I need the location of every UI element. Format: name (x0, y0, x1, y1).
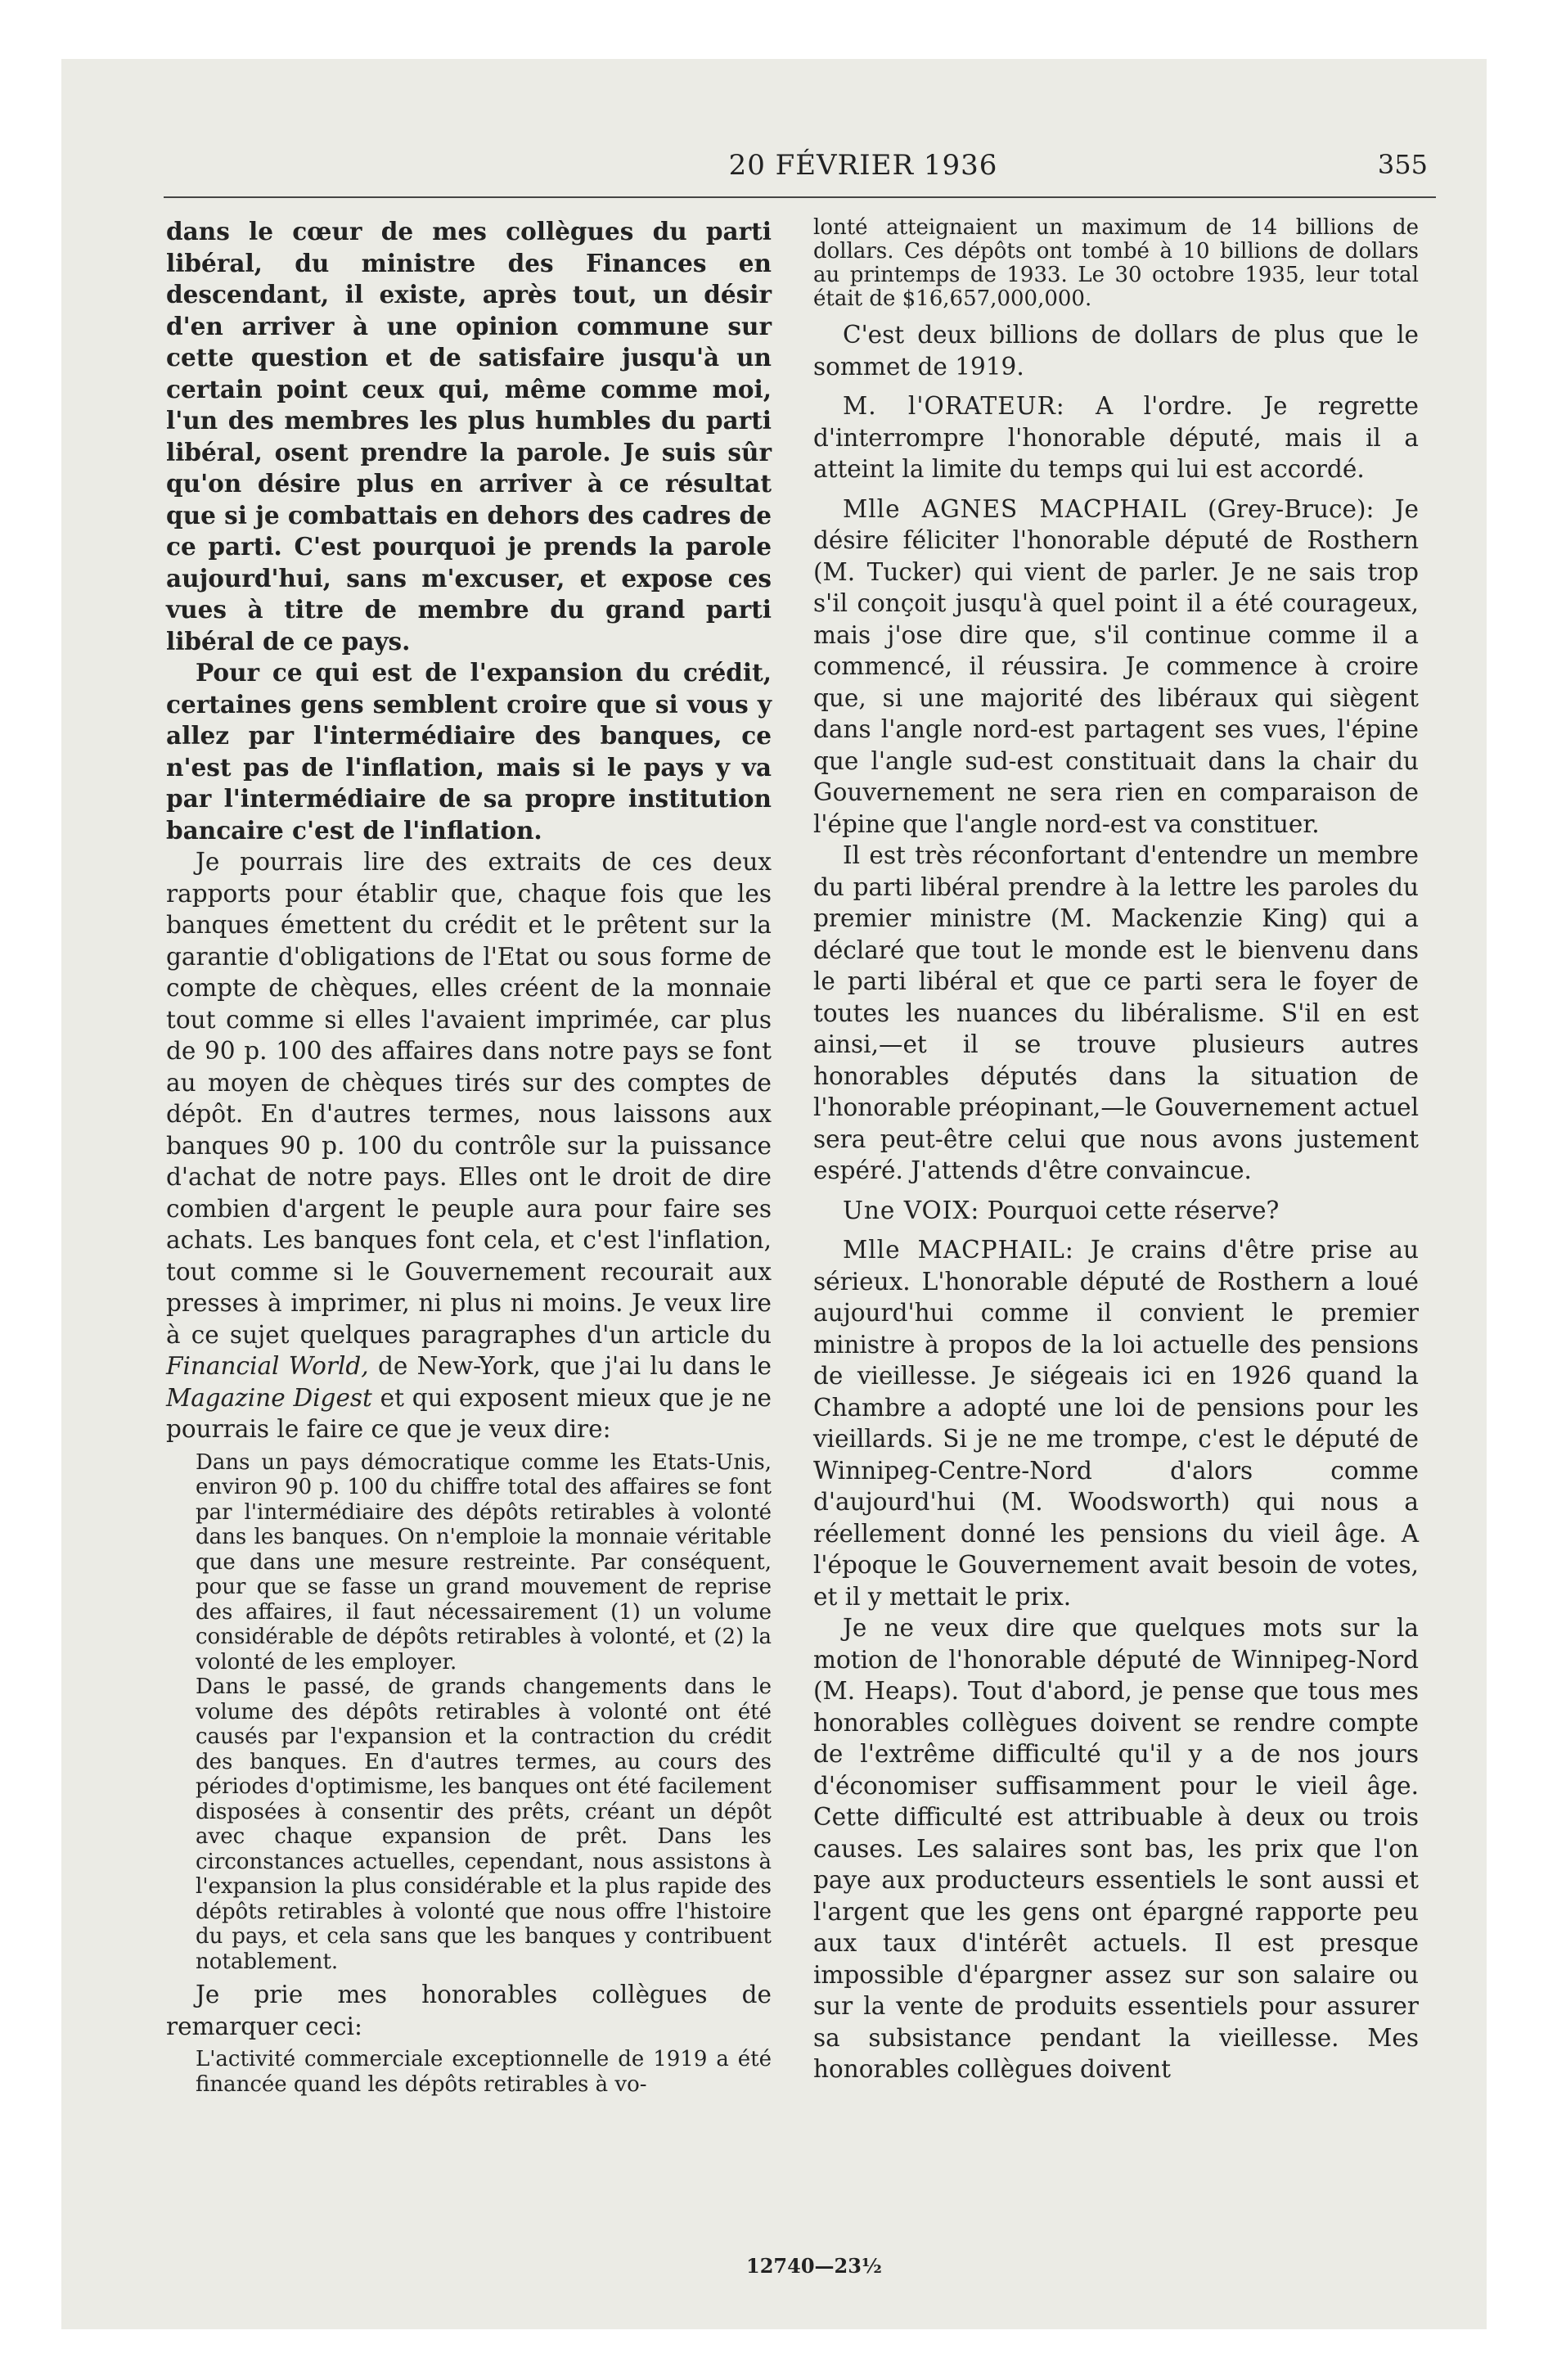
quote-paragraph: Dans le passé, de grands changements dans le volume des dépôts retirables à volonté ont été causés par l'expansion et la contraction du crédit des banques. En d'autres termes, au cours des périodes d'optimisme, les banques ont été facilement disposées à consentir des prêts, créant un dépôt avec chaque expansion de prêt. Dans les circonstances actuelles, cependant, nous assistons à l'expansion la plus considérable et la plus rapide des dépôts retirables à volonté que nous offre l'histoire du pays, et cela sans que les banques y contribuent notablement. (196, 1675, 772, 1974)
speech (813, 1195, 1419, 1227)
speaker-name: Mlle AGNES MACPHAIL (843, 494, 1187, 523)
speech (813, 1234, 1419, 1612)
paragraph: Je ne veux dire que quelques mots sur la motion de l'honorable député de Winnipeg-Nord (M. Heaps). Tout d'abord, je pense que tous mes honorables collègues doivent se rendre compte de l'extrême difficulté qu'il y a de nos jours d'économiser suffisamment pour le vieil âge. Cette difficulté est attribuable à deux ou trois causes. Les salaires sont bas, les prix que l'on paye aux producteurs essentiels le sont aussi et l'argent que les gens ont épargné rapporte peu aux taux d'intérêt actuels. Il est presque impossible d'épargner assez sur son salaire ou sur la vente de produits essentiels pour assurer sa subsistance pendant la vieillesse. Mes honorables collègues doivent (813, 1614, 1419, 2083)
paragraph-text: Je pourrais lire des extraits de ces deux rapports pour établir que, chaque fois que les banques émettent du crédit et le prêtent sur la garantie d'obligations de l'Etat ou sous forme de compte de chèques, elles créent de la monnaie tout comme si elles l'avaient imprimée, car plus de 90 p. 100 des affaires dans notre pays se font au moyen de chèques tirés sur des comptes de dépôt. En d'autres termes, nous laissons aux banques 90 p. 100 du contrôle sur la puissance d'achat de notre pays. Elles ont le droit de dire combien d'argent le peuple aura pour faire ses achats. Les banques font cela, et c'est l'inflation, tout comme si le Gouvernement recourait aux presses à imprimer, ni plus ni moins. Je veux lire à ce sujet quelques paragraphes d'un article du (166, 848, 772, 1349)
speech-text: Pourquoi cette réserve? (979, 1196, 1280, 1224)
right-column (813, 216, 1419, 2085)
speech (813, 390, 1419, 485)
paragraph (166, 846, 772, 1445)
paragraph-text: et qui exposent mieux que je ne pourrais le faire ce que je veux dire: (166, 1383, 772, 1443)
publication-title: Financial World, (166, 1352, 369, 1380)
quote-paragraph: L'activité commerciale exceptionnelle de 1919 a été financée quand les dépôts retirables à vo- (196, 2047, 772, 2097)
paragraph-text: de New-York, que j'ai lu dans le (368, 1352, 772, 1380)
paragraph: C'est deux billions de dollars de plus que le sommet de 1919. (813, 321, 1419, 381)
publication-title: Magazine Digest (166, 1383, 372, 1412)
speech-text: Je crains d'être prise au sérieux. L'honorable député de Rosthern a loué aujourd'hui comme il convient le premier ministre à propos de la loi actuelle des pensions de vieillesse. Je siégeais ici en 1926 quand la Chambre a adopté une loi de pensions pour les vieillards. Si je ne me trompe, c'est le député de Winnipeg-Centre-Nord d'alors comme d'aujourd'hui (M. Woodsworth) qui nous a réellement donné les pensions du vieil âge. A l'époque le Gouvernement avait besoin de votes, et il y mettait le prix. (813, 1236, 1419, 1611)
block-quote (196, 2047, 772, 2097)
speaker-name: Une VOIX: (843, 1196, 980, 1224)
speech-text: (Grey-Bruce): Je désire féliciter l'honorable député de Rosthern (M. Tucker) qui vient de parler. Je ne sais trop s'il conçoit jusqu'à quel point il a été courageux, mais j'ose dire que, s'il continue comme il a commencé, il réussira. Je commence à croire que, si une majorité des libéraux qui siègent dans l'angle nord-est partagent ses vues, l'épine que l'angle sud-est constituait dans la chair du Gouvernement ne sera rien en comparaison de l'épine que l'angle nord-est va constituer. (813, 494, 1419, 838)
paragraph: Je prie mes honorables collègues de remarquer ceci: (166, 1981, 772, 2040)
printer-code: 12740—23½ (746, 2254, 882, 2278)
running-title: 20 FÉVRIER 1936 (728, 149, 998, 182)
document-page (61, 59, 1487, 2329)
speech (813, 494, 1419, 841)
speaker-name: Mlle MACPHAIL: (843, 1236, 1074, 1264)
header-rule (164, 196, 1436, 198)
page-number: 355 (1377, 149, 1428, 180)
speech-text: A l'ordre. Je regrette d'interrompre l'honorable député, mais il a atteint la limite du temps qui lui est accordé. (813, 392, 1419, 483)
speaker-name: M. l'ORATEUR: (843, 392, 1065, 420)
quote-continuation: lonté atteignaient un maximum de 14 billions de dollars. Ces dépôts ont tombé à 10 billions de dollars au printemps de 1933. Le 30 octobre 1935, leur total était de $16,657,000,000. (813, 215, 1419, 311)
paragraph: Il est très réconfortant d'entendre un membre du parti libéral prendre à la lettre les paroles du premier ministre (M. Mackenzie King) qui a déclaré que tout le monde est le bienvenu dans le parti libéral et que ce parti sera le foyer de toutes les nuances du libéralisme. S'il en est ainsi,—et il se trouve plusieurs autres honorables députés dans la situation de l'honorable préopinant,—le Gouvernement actuel sera peut-être celui que nous avons justement espéré. J'attends d'être convaincue. (813, 841, 1419, 1184)
left-column (166, 216, 772, 2102)
quote-paragraph: Dans un pays démocratique comme les Etats-Unis, environ 90 p. 100 du chiffre total des affaires se font par l'intermédiaire des dépôts retirables à volonté dans les banques. On n'emploie la monnaie véritable que dans une mesure restreinte. Par conséquent, pour que se fasse un grand mouvement de reprise des affaires, il faut nécessairement (1) un volume considérable de dépôts retirables à volonté, et (2) la volonté de les employer. (196, 1449, 772, 1675)
paragraph: Pour ce qui est de l'expansion du crédit, certaines gens semblent croire que si vous y allez par l'intermédiaire des banques, ce n'est pas de l'inflation, mais si le pays y va par l'intermédiaire de sa propre institution bancaire c'est de l'inflation. (166, 658, 772, 845)
block-quote (196, 1450, 772, 1975)
paragraph: dans le cœur de mes collègues du parti libéral, du ministre des Finances en descendant, il existe, après tout, un désir d'en arriver à une opinion commune sur cette question et de satisfaire jusqu'à un certain point ceux qui, même comme moi, l'un des membres les plus humbles du parti libéral, osent prendre la parole. Je suis sûr qu'on désire plus en arriver à ce résultat que si je combattais en dehors des cadres de ce parti. C'est pourquoi je prends la parole aujourd'hui, sans m'excuser, et expose ces vues à titre de membre du grand parti libéral de ce pays. (166, 217, 772, 656)
